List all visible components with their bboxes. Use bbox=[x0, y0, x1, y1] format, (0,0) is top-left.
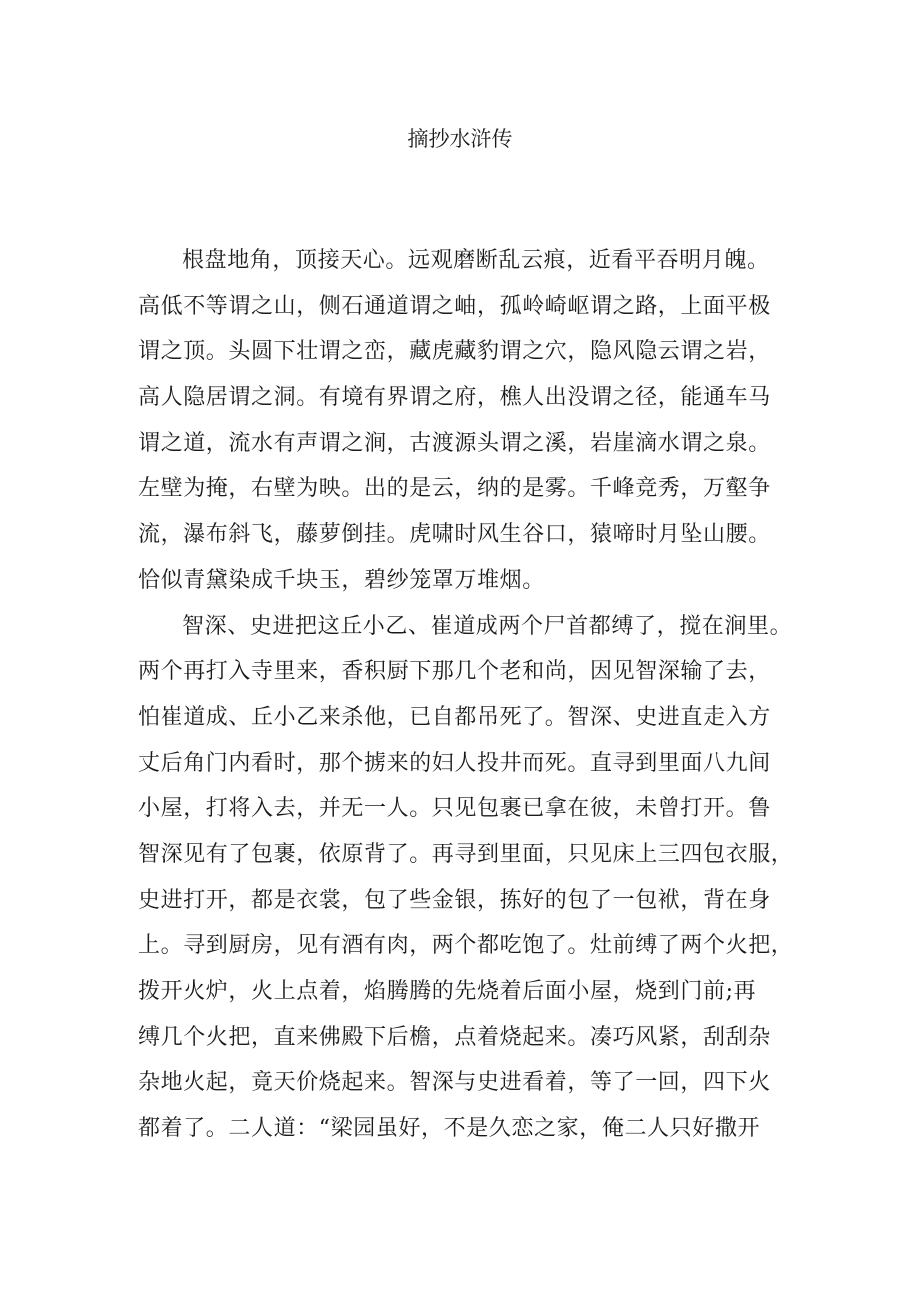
paragraph-2-line: 智深、史进把这丘小乙、崔道成两个尸首都缚了，搅在涧里。 bbox=[182, 613, 793, 639]
paragraph-2-line: 史进打开，都是衣裳，包了些金银，拣好的包了一包袱，背在身 bbox=[138, 887, 771, 913]
document-title: 摘抄水浒传 bbox=[407, 127, 513, 151]
paragraph-1-line: 高人隐居谓之洞。有境有界谓之府，樵人出没谓之径，能通车马 bbox=[138, 385, 771, 411]
paragraph-1-line: 恰似青黛染成千块玉，碧纱笼罩万堆烟。 bbox=[138, 567, 545, 593]
paragraph-2-line: 拨开火炉，火上点着，焰腾腾的先烧着后面小屋，烧到门前;再 bbox=[138, 979, 757, 1004]
paragraph-2-line: 丈后角门内看时，那个掳来的妇人投井而死。直寻到里面八九间 bbox=[138, 750, 771, 776]
document-body bbox=[138, 238, 808, 1152]
paragraph-2-line: 上。寻到厨房，见有酒有肉，两个都吃饱了。灶前缚了两个火把， bbox=[138, 933, 794, 959]
paragraph-2-line: 怕崔道成、丘小乙来杀他，已自都吊死了。智深、史进直走入方 bbox=[138, 704, 771, 730]
paragraph-1-line: 左壁为掩，右壁为映。出的是云，纳的是雾。千峰竞秀，万壑争 bbox=[138, 476, 771, 502]
paragraph-1-line: 谓之道，流水有声谓之涧，古渡源头谓之溪，岩崖滴水谓之泉。 bbox=[138, 430, 771, 456]
paragraph-2-line: 杂地火起，竟天价烧起来。智深与史进看着，等了一回，四下火 bbox=[138, 1070, 771, 1096]
paragraph-2-line: 缚几个火把，直来佛殿下后檐，点着烧起来。凑巧风紧，刮刮杂 bbox=[138, 1024, 771, 1050]
paragraph-2-line: 都着了。二人道：“梁园虽好，不是久恋之家，俺二人只好撒开 bbox=[138, 1116, 761, 1142]
paragraph-1-line: 根盘地角，顶接天心。远观磨断乱云痕，近看平吞明月魄。 bbox=[182, 248, 770, 273]
paragraph-1-line: 流，瀑布斜飞，藤萝倒挂。虎啸时风生谷口，猿啼时月坠山腰。 bbox=[138, 522, 771, 548]
paragraph-2-line: 小屋，打将入去，并无一人。只见包裹已拿在彼，未曾打开。鲁 bbox=[138, 796, 771, 822]
paragraph-2-line: 两个再打入寺里来，香积厨下那几个老和尚，因见智深输了去， bbox=[138, 659, 771, 685]
paragraph-1-line: 高低不等谓之山，侧石通道谓之岫，孤岭崎岖谓之路，上面平极 bbox=[138, 293, 771, 319]
paragraph-2-line: 智深见有了包裹，依原背了。再寻到里面，只见床上三四包衣服， bbox=[138, 841, 794, 867]
paragraph-1-line: 谓之顶。头圆下壮谓之峦，藏虎藏豹谓之穴，隐风隐云谓之岩， bbox=[138, 339, 771, 365]
